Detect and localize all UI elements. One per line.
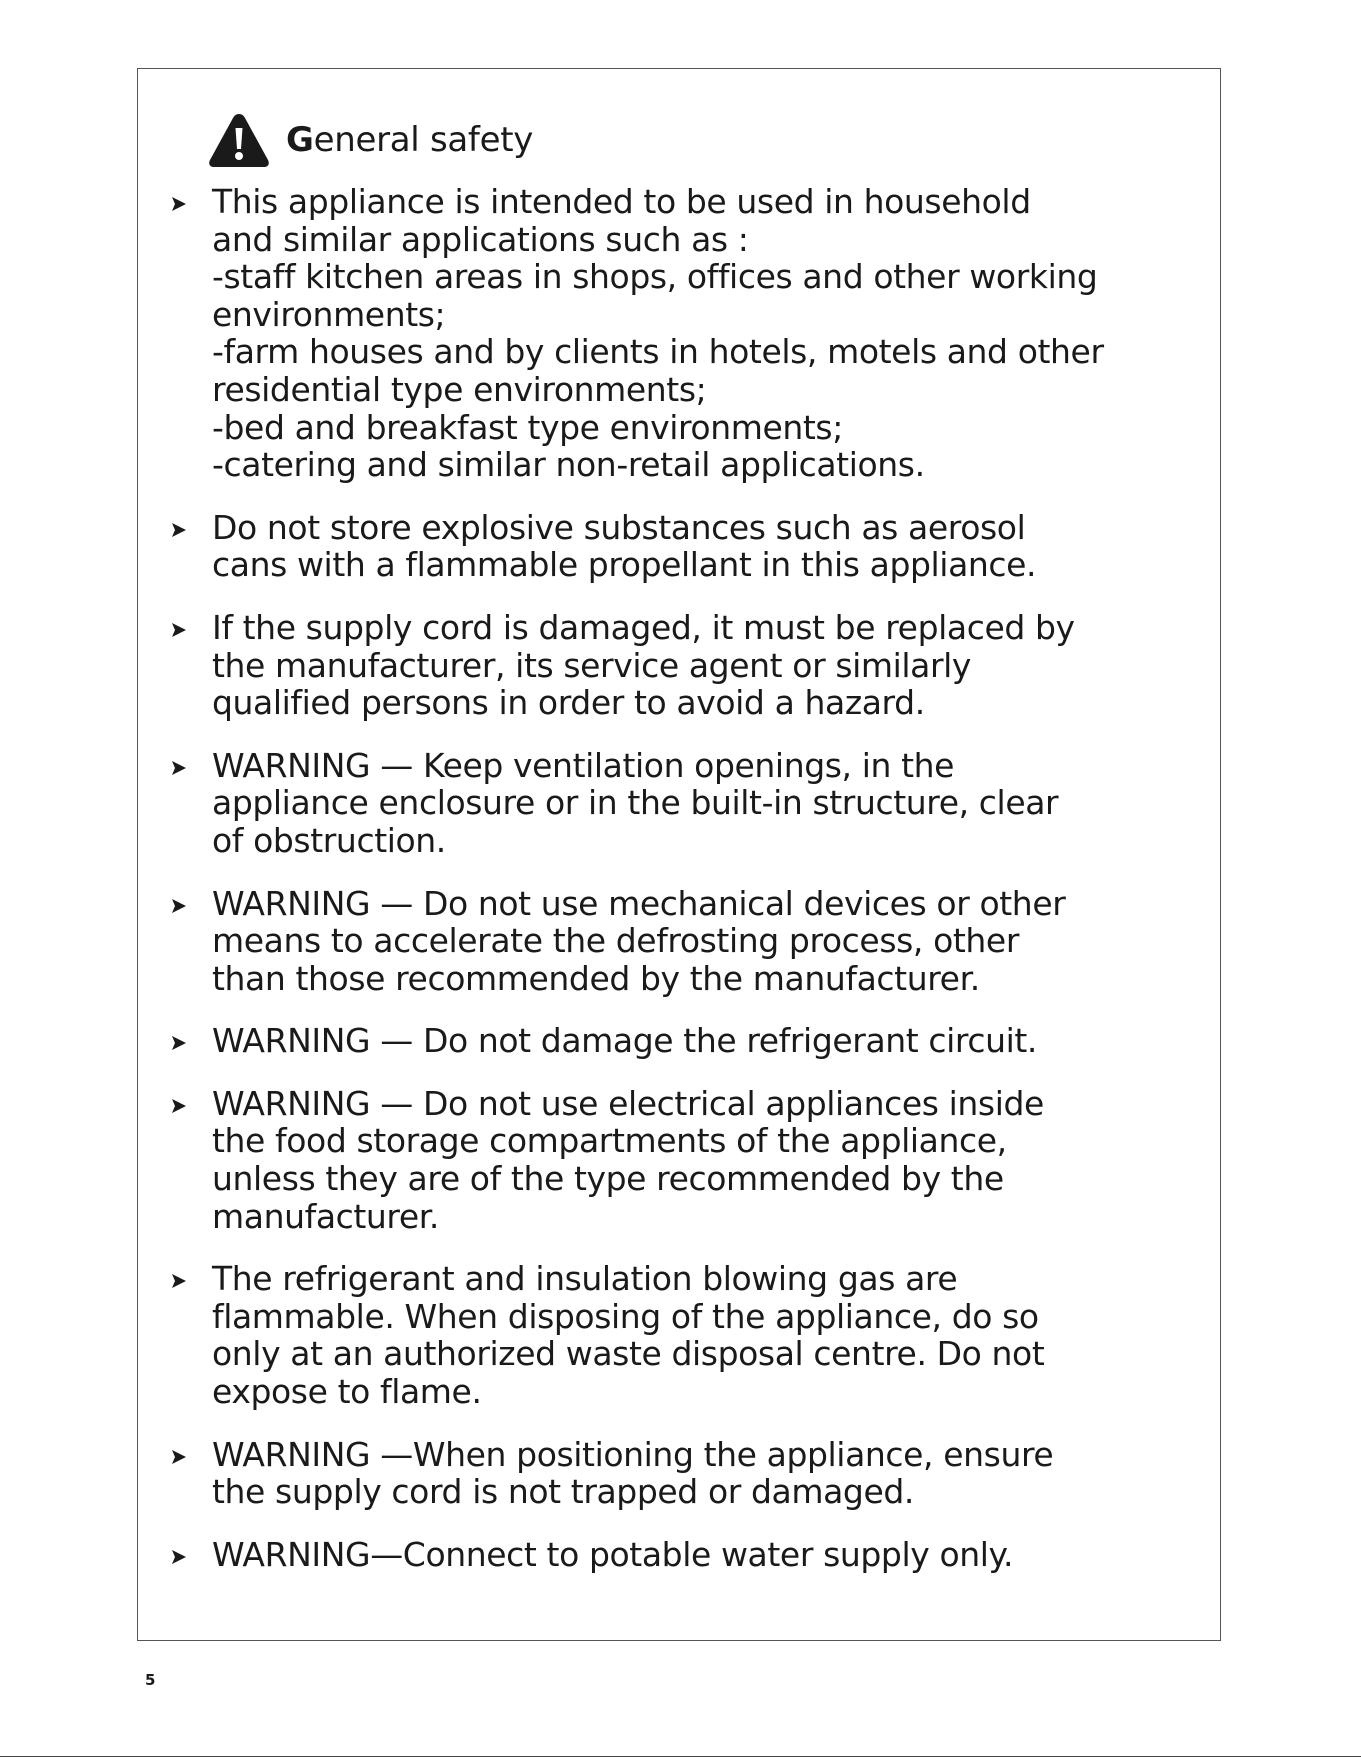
safety-item (160, 509, 1170, 584)
arrowhead-bullet-icon (171, 196, 187, 212)
safety-item-line: WARNING — Do not use mechanical devices or other (212, 883, 1066, 923)
safety-item-line: unless they are of the type recommended by the (212, 1159, 1004, 1199)
safety-item-line: means to accelerate the defrosting process, other (212, 921, 1019, 961)
arrowhead-bullet-icon (171, 898, 187, 914)
safety-item-line: -catering and similar non-retail applications. (212, 445, 925, 485)
safety-item-line: -farm houses and by clients in hotels, motels and other (212, 332, 1104, 372)
safety-item-line: of obstruction. (212, 820, 446, 860)
arrowhead-bullet-icon (171, 622, 187, 638)
safety-item (160, 1260, 1170, 1410)
safety-item (160, 183, 1170, 484)
safety-item-line: the manufacturer, its service agent or similarly (212, 645, 972, 685)
safety-item (160, 1436, 1170, 1511)
safety-item-line: The refrigerant and insulation blowing gas are (212, 1259, 958, 1299)
safety-item-line: flammable. When disposing of the appliance, do so (212, 1296, 1039, 1336)
safety-item-line: appliance enclosure or in the built-in structure, clear (212, 783, 1059, 823)
safety-list (160, 183, 1170, 1573)
safety-item-line: qualified persons in order to avoid a hazard. (212, 683, 925, 723)
arrowhead-bullet-icon (171, 760, 187, 776)
safety-item-line: residential type environments; (212, 369, 707, 409)
safety-item-line: only at an authorized waste disposal centre. Do not (212, 1334, 1045, 1374)
safety-item-line: the supply cord is not trapped or damaged. (212, 1472, 915, 1512)
arrowhead-bullet-icon (171, 1549, 187, 1565)
safety-item-line: expose to flame. (212, 1372, 482, 1412)
safety-item-line: If the supply cord is damaged, it must be replaced by (212, 607, 1075, 647)
page-number: 5 (145, 1671, 156, 1689)
section-title-initial: G (286, 120, 314, 160)
safety-item-line: WARNING — Do not damage the refrigerant circuit. (212, 1021, 1038, 1061)
section-title-rest: eneral safety (313, 120, 534, 160)
safety-item-line: cans with a flammable propellant in this appliance. (212, 545, 1037, 585)
safety-item-line: than those recommended by the manufacturer. (212, 958, 980, 998)
safety-item-line: manufacturer. (212, 1196, 440, 1236)
safety-item-line: and similar applications such as : (212, 219, 749, 259)
warning-triangle-icon (208, 112, 270, 168)
safety-item (160, 747, 1170, 860)
safety-item (160, 1022, 1170, 1060)
safety-item-line: Do not store explosive substances such as aerosol (212, 507, 1026, 547)
safety-item-line: environments; (212, 294, 446, 334)
arrowhead-bullet-icon (171, 522, 187, 538)
safety-item (160, 1085, 1170, 1235)
safety-item (160, 609, 1170, 722)
safety-item-line: WARNING —When positioning the appliance, ensure (212, 1434, 1054, 1474)
arrowhead-bullet-icon (171, 1098, 187, 1114)
safety-item (160, 1536, 1170, 1574)
safety-item-line: WARNING — Keep ventilation openings, in the (212, 745, 955, 785)
safety-item-line: WARNING — Do not use electrical appliances inside (212, 1083, 1044, 1123)
safety-item-line: -bed and breakfast type environments; (212, 407, 843, 447)
safety-item (160, 885, 1170, 998)
section-title (286, 120, 533, 160)
safety-item-line: This appliance is intended to be used in household (212, 182, 1031, 221)
section-heading (208, 110, 533, 170)
safety-item-line: -staff kitchen areas in shops, offices and other working (212, 257, 1098, 297)
safety-item-line: the food storage compartments of the appliance, (212, 1121, 1007, 1161)
arrowhead-bullet-icon (171, 1449, 187, 1465)
safety-item-line: WARNING—Connect to potable water supply only. (212, 1534, 1014, 1574)
arrowhead-bullet-icon (171, 1035, 187, 1051)
arrowhead-bullet-icon (171, 1273, 187, 1289)
page-bottom-rule (0, 1756, 1361, 1757)
